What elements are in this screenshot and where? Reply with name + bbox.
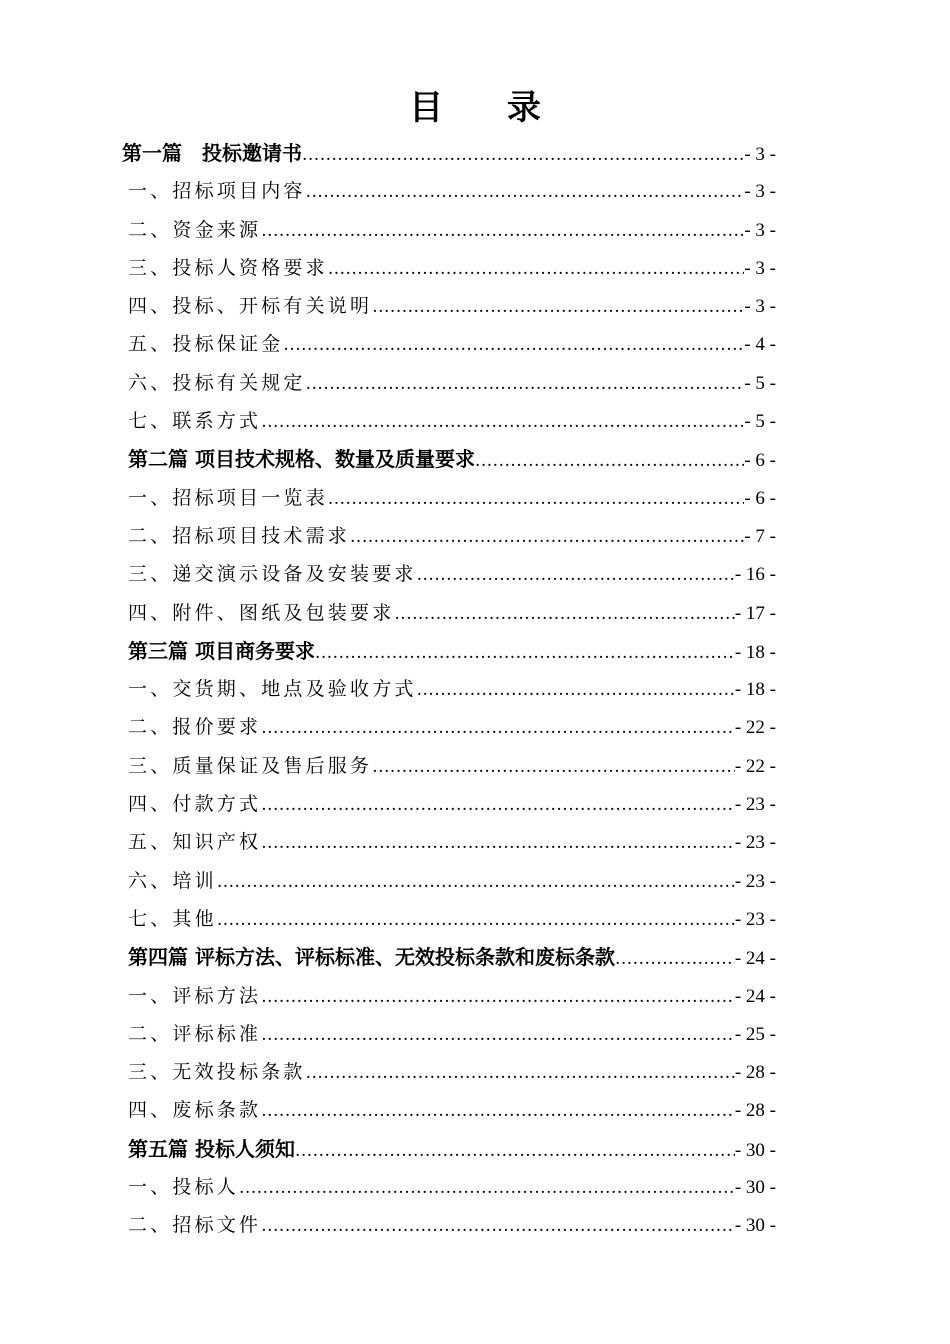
toc-section-entry[interactable] [120,594,776,632]
dot-leader [306,173,745,210]
dot-leader [475,442,744,478]
dot-leader [261,1092,735,1129]
dot-leader [306,1054,735,1091]
toc-page-number: - 25 - [734,1023,776,1045]
toc-page-number: - 5 - [744,411,776,433]
table-of-contents [120,134,776,1245]
toc-entry-title: 第五篇 投标人须知 [128,1136,295,1161]
dot-leader [295,1132,735,1168]
toc-page-number: - 30 - [734,1139,776,1161]
dot-leader [372,748,735,785]
toc-part-entry[interactable] [120,440,776,478]
toc-entry-title: 第三篇 项目商务要求 [128,638,315,663]
toc-entry-title: 一、评标方法 [128,984,262,1007]
toc-entry-title: 二、报价要求 [128,716,262,739]
toc-page-number: - 6 - [744,487,776,509]
toc-page-number: - 23 - [734,794,776,816]
toc-page-number: - 18 - [734,679,776,701]
toc-section-entry[interactable] [120,1015,776,1053]
toc-entry-title: 七、联系方式 [128,410,262,433]
dot-leader [283,326,744,363]
toc-section-entry[interactable] [120,900,776,938]
dot-leader [261,824,735,861]
toc-page-number: - 23 - [734,832,776,854]
toc-page-number: - 4 - [744,334,776,356]
toc-entry-title: 第一篇 投标邀请书 [122,141,302,165]
toc-page-number: - 5 - [744,372,776,394]
toc-page-number: - 28 - [734,1100,776,1122]
dot-leader [328,480,745,517]
toc-section-entry[interactable] [120,1091,776,1129]
toc-entry-title: 三、投标人资格要求 [128,256,328,279]
toc-page-number: - 3 - [744,296,776,318]
toc-section-entry[interactable] [120,325,776,363]
toc-page-number: - 22 - [734,717,776,739]
toc-section-entry[interactable] [120,977,776,1015]
toc-section-entry[interactable] [120,708,776,746]
toc-section-entry[interactable] [120,211,776,249]
toc-section-entry[interactable] [120,517,776,555]
toc-section-entry[interactable] [120,172,776,210]
dot-leader [239,1169,735,1206]
toc-page-number: - 18 - [734,641,776,663]
toc-entry-title: 第四篇 评标方法、评标标准、无效投标条款和废标条款 [128,945,615,970]
toc-entry-title: 七、其他 [128,907,217,930]
toc-section-entry[interactable] [120,1206,776,1244]
dot-leader [417,556,735,593]
toc-entry-title: 一、投标人 [128,1176,240,1199]
dot-leader [306,365,745,402]
toc-section-entry[interactable] [120,785,776,823]
toc-entry-title: 六、培训 [128,869,217,892]
toc-page-number: - 24 - [734,985,776,1007]
dot-leader [261,1207,735,1244]
toc-entry-title: 二、招标文件 [128,1214,262,1237]
dot-leader [261,786,735,823]
toc-entry-title: 一、交货期、地点及验收方式 [128,678,417,701]
toc-entry-title: 三、质量保证及售后服务 [128,754,373,777]
toc-page-number: - 3 - [744,257,776,279]
toc-entry-title: 二、招标项目技术需求 [128,524,351,547]
toc-entry-title: 四、废标条款 [128,1099,262,1122]
toc-part-entry[interactable] [120,1130,776,1168]
toc-entry-title: 第二篇 项目技术规格、数量及质量要求 [128,447,475,472]
toc-entry-title: 三、递交演示设备及安装要求 [128,563,417,586]
dot-leader [615,940,735,976]
toc-entry-title: 四、投标、开标有关说明 [128,295,373,318]
toc-page-number: - 7 - [744,525,776,547]
toc-page-number: - 22 - [734,755,776,777]
dot-leader [350,518,744,555]
toc-page-number: - 30 - [734,1177,776,1199]
toc-page-number: - 6 - [744,450,776,472]
toc-section-entry[interactable] [120,555,776,593]
toc-section-entry[interactable] [120,479,776,517]
toc-page-number: - 30 - [734,1215,776,1237]
toc-section-entry[interactable] [120,287,776,325]
dot-leader [328,250,745,287]
toc-page-number: - 16 - [734,564,776,586]
toc-section-entry[interactable] [120,670,776,708]
toc-part-entry[interactable] [120,632,776,670]
dot-leader [261,212,744,249]
dot-leader [261,1016,735,1053]
toc-title: 目 录 [409,88,567,128]
toc-entry-title: 二、评标标准 [128,1022,262,1045]
toc-entry-title: 一、招标项目内容 [128,180,306,203]
dot-leader [417,671,735,708]
dot-leader [261,978,735,1015]
dot-leader [394,595,734,632]
toc-entry-title: 四、附件、图纸及包装要求 [128,601,395,624]
dot-leader [261,403,744,440]
dot-leader [217,863,735,900]
toc-entry-title: 二、资金来源 [128,218,262,241]
toc-part-entry[interactable] [120,134,776,172]
toc-page-number: - 23 - [734,908,776,930]
toc-section-entry[interactable] [120,1168,776,1206]
toc-entry-title: 六、投标有关规定 [128,371,306,394]
toc-entry-title: 五、知识产权 [128,831,262,854]
toc-page-number: - 3 - [744,144,776,165]
dot-leader [315,634,735,670]
toc-section-entry[interactable] [120,862,776,900]
toc-page-number: - 24 - [734,948,776,970]
toc-entry-title: 三、无效投标条款 [128,1061,306,1084]
toc-section-entry[interactable] [120,364,776,402]
toc-page-number: - 3 - [744,219,776,241]
toc-section-entry[interactable] [120,1053,776,1091]
toc-section-entry[interactable] [120,249,776,287]
toc-page-number: - 23 - [734,870,776,892]
dot-leader [261,709,735,746]
toc-page-number: - 3 - [744,181,776,203]
dot-leader [217,901,735,938]
toc-section-entry[interactable] [120,402,776,440]
toc-entry-title: 四、付款方式 [128,793,262,816]
toc-section-entry[interactable] [120,823,776,861]
toc-entry-title: 五、投标保证金 [128,333,284,356]
toc-entry-title: 一、招标项目一览表 [128,486,328,509]
toc-part-entry[interactable] [120,938,776,976]
toc-page-number: - 17 - [734,602,776,624]
dot-leader [372,288,744,325]
toc-page-number: - 28 - [734,1062,776,1084]
toc-section-entry[interactable] [120,747,776,785]
dot-leader [302,136,744,172]
